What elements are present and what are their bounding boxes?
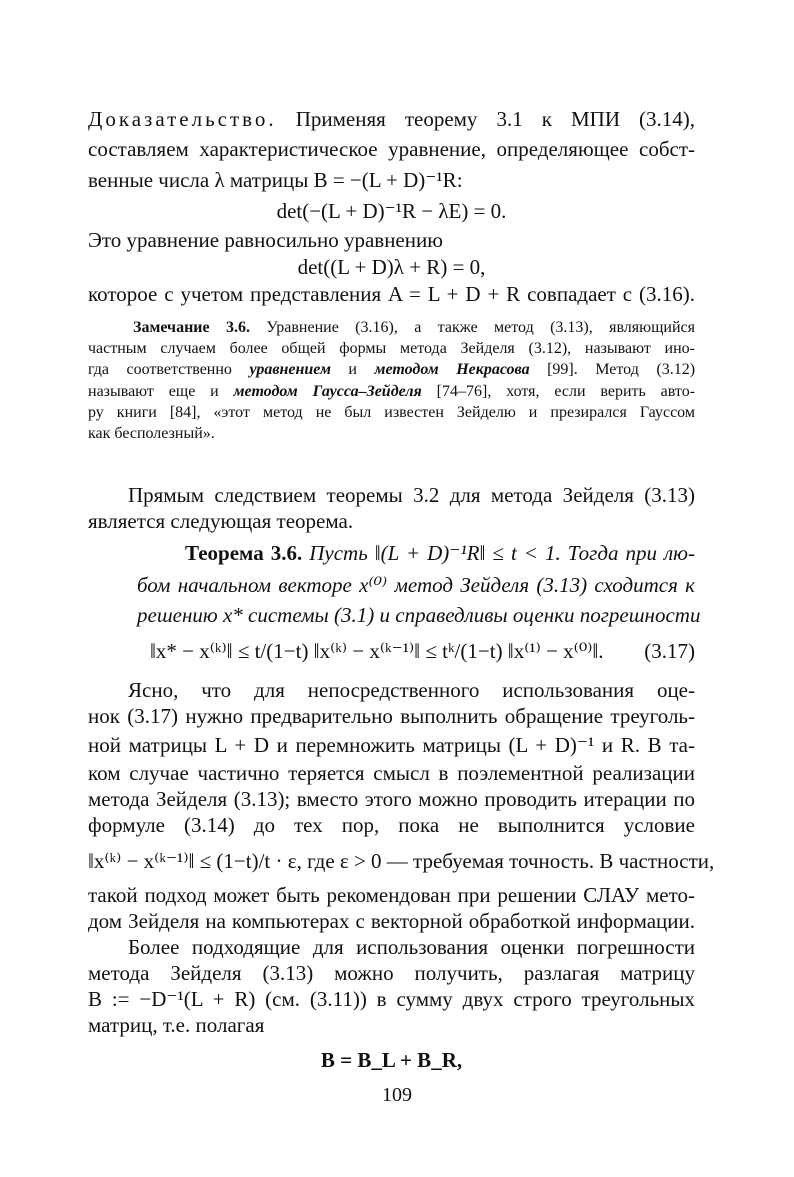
paragraph-line: метода Зейделя (3.13); вместо этого можно проводить итерации по	[88, 787, 695, 811]
text: Уравнение (3.16), а также метод (3.13), являющийся	[249, 319, 696, 336]
text: Применяя теорему 3.1 к МПИ (3.14),	[276, 107, 695, 131]
theorem-formula	[150, 638, 695, 664]
text: и	[330, 361, 375, 378]
term: уравнением	[249, 361, 331, 378]
paragraph-line: дом Зейделя на компьютерах с векторной обработкой информации.	[88, 909, 695, 933]
theorem-line	[185, 540, 695, 566]
theorem-line: решению x* системы (3.1) и справедливы оценки погрешности	[137, 603, 701, 627]
proof-line: которое с учетом представления A = L + D + R совпадает с (3.16).	[88, 282, 695, 306]
proof-line: составляем характеристическое уравнение, определяющее собст-	[88, 137, 695, 161]
paragraph-line: ком случае частично теряется смысл в поэлементной реализации	[88, 761, 695, 785]
theorem-label: Теорема 3.6.	[185, 541, 303, 565]
paragraph-line: формуле (3.14) до тех пор, пока не выполнится условие	[88, 813, 695, 837]
remark-label: Замечание 3.6.	[133, 319, 250, 336]
paragraph-line: ‖x⁽ᵏ⁾ − x⁽ᵏ⁻¹⁾‖ ≤ (1−t)/t · ε, где ε > 0 — требуемая точность. В частности,	[88, 849, 715, 873]
paragraph-line: ной матрицы L + D и перемножить матрицы (L + D)⁻¹ и R. В та-	[88, 733, 695, 757]
text: называют еще и	[88, 383, 234, 400]
remark-line	[133, 317, 695, 338]
text: [74–76], хотя, если верить авто-	[421, 383, 696, 400]
intro-line: Прямым следствием теоремы 3.2 для метода Зейделя (3.13)	[128, 483, 695, 507]
paragraph-line: Более подходящие для использования оценки погрешности	[128, 935, 695, 959]
text: Пусть ‖(L + D)⁻¹R‖ ≤ t < 1. Тогда при лю-	[302, 541, 695, 565]
formula: ‖x* − x⁽ᵏ⁾‖ ≤ t/(1−t) ‖x⁽ᵏ⁾ − x⁽ᵏ⁻¹⁾‖ ≤ tᵏ/(1−t) ‖x⁽¹⁾ − x⁽⁰⁾‖.	[150, 639, 604, 663]
remark-line: ру книги [84], «этот метод не был известен Зейделю и презирался Гауссом	[88, 404, 695, 421]
proof-line: венные числа λ матрицы B = −(L + D)⁻¹R:	[88, 168, 463, 192]
paragraph-line: метода Зейделя (3.13) можно получить, разлагая матрицу	[88, 961, 695, 985]
theorem-line: бом начальном векторе x⁽⁰⁾ метод Зейделя (3.13) сходится к	[137, 573, 695, 597]
paragraph-line: нок (3.17) нужно предварительно выполнить обращение треуголь-	[88, 704, 695, 728]
remark-line: частным случаем более общей формы метода Зейделя (3.12), называют ино-	[88, 340, 695, 357]
term: методом Некрасова	[374, 361, 530, 378]
paragraph-line: такой подход может быть рекомендован при решении СЛАУ мето-	[88, 883, 695, 907]
page-number: 109	[382, 1084, 412, 1106]
text: [99]. Метод (3.12)	[529, 361, 696, 378]
proof-line	[88, 106, 695, 132]
text: гда соответственно	[88, 361, 250, 378]
remark-line: как бесполезный».	[88, 425, 215, 442]
remark-line	[88, 359, 695, 380]
paragraph-line: матриц, т.е. полагая	[88, 1013, 265, 1037]
equation: B = B_L + B_R,	[320, 1048, 463, 1072]
equation-number: (3.17)	[644, 639, 695, 663]
paragraph-line: B := −D⁻¹(L + R) (см. (3.11)) в сумму двух строго треугольных	[88, 987, 695, 1011]
proof-line: Это уравнение равносильно уравнению	[88, 228, 443, 252]
intro-line: является следующая теорема.	[88, 509, 354, 533]
equation: det(−(L + D)⁻¹R − λE) = 0.	[276, 199, 507, 223]
term: методом Гаусса–Зейделя	[233, 383, 422, 400]
proof-label: Доказательство.	[88, 107, 277, 131]
paragraph-line: Ясно, что для непосредственного использования оце-	[128, 678, 695, 702]
remark-line	[88, 381, 695, 402]
equation: det((L + D)λ + R) = 0,	[297, 255, 486, 279]
